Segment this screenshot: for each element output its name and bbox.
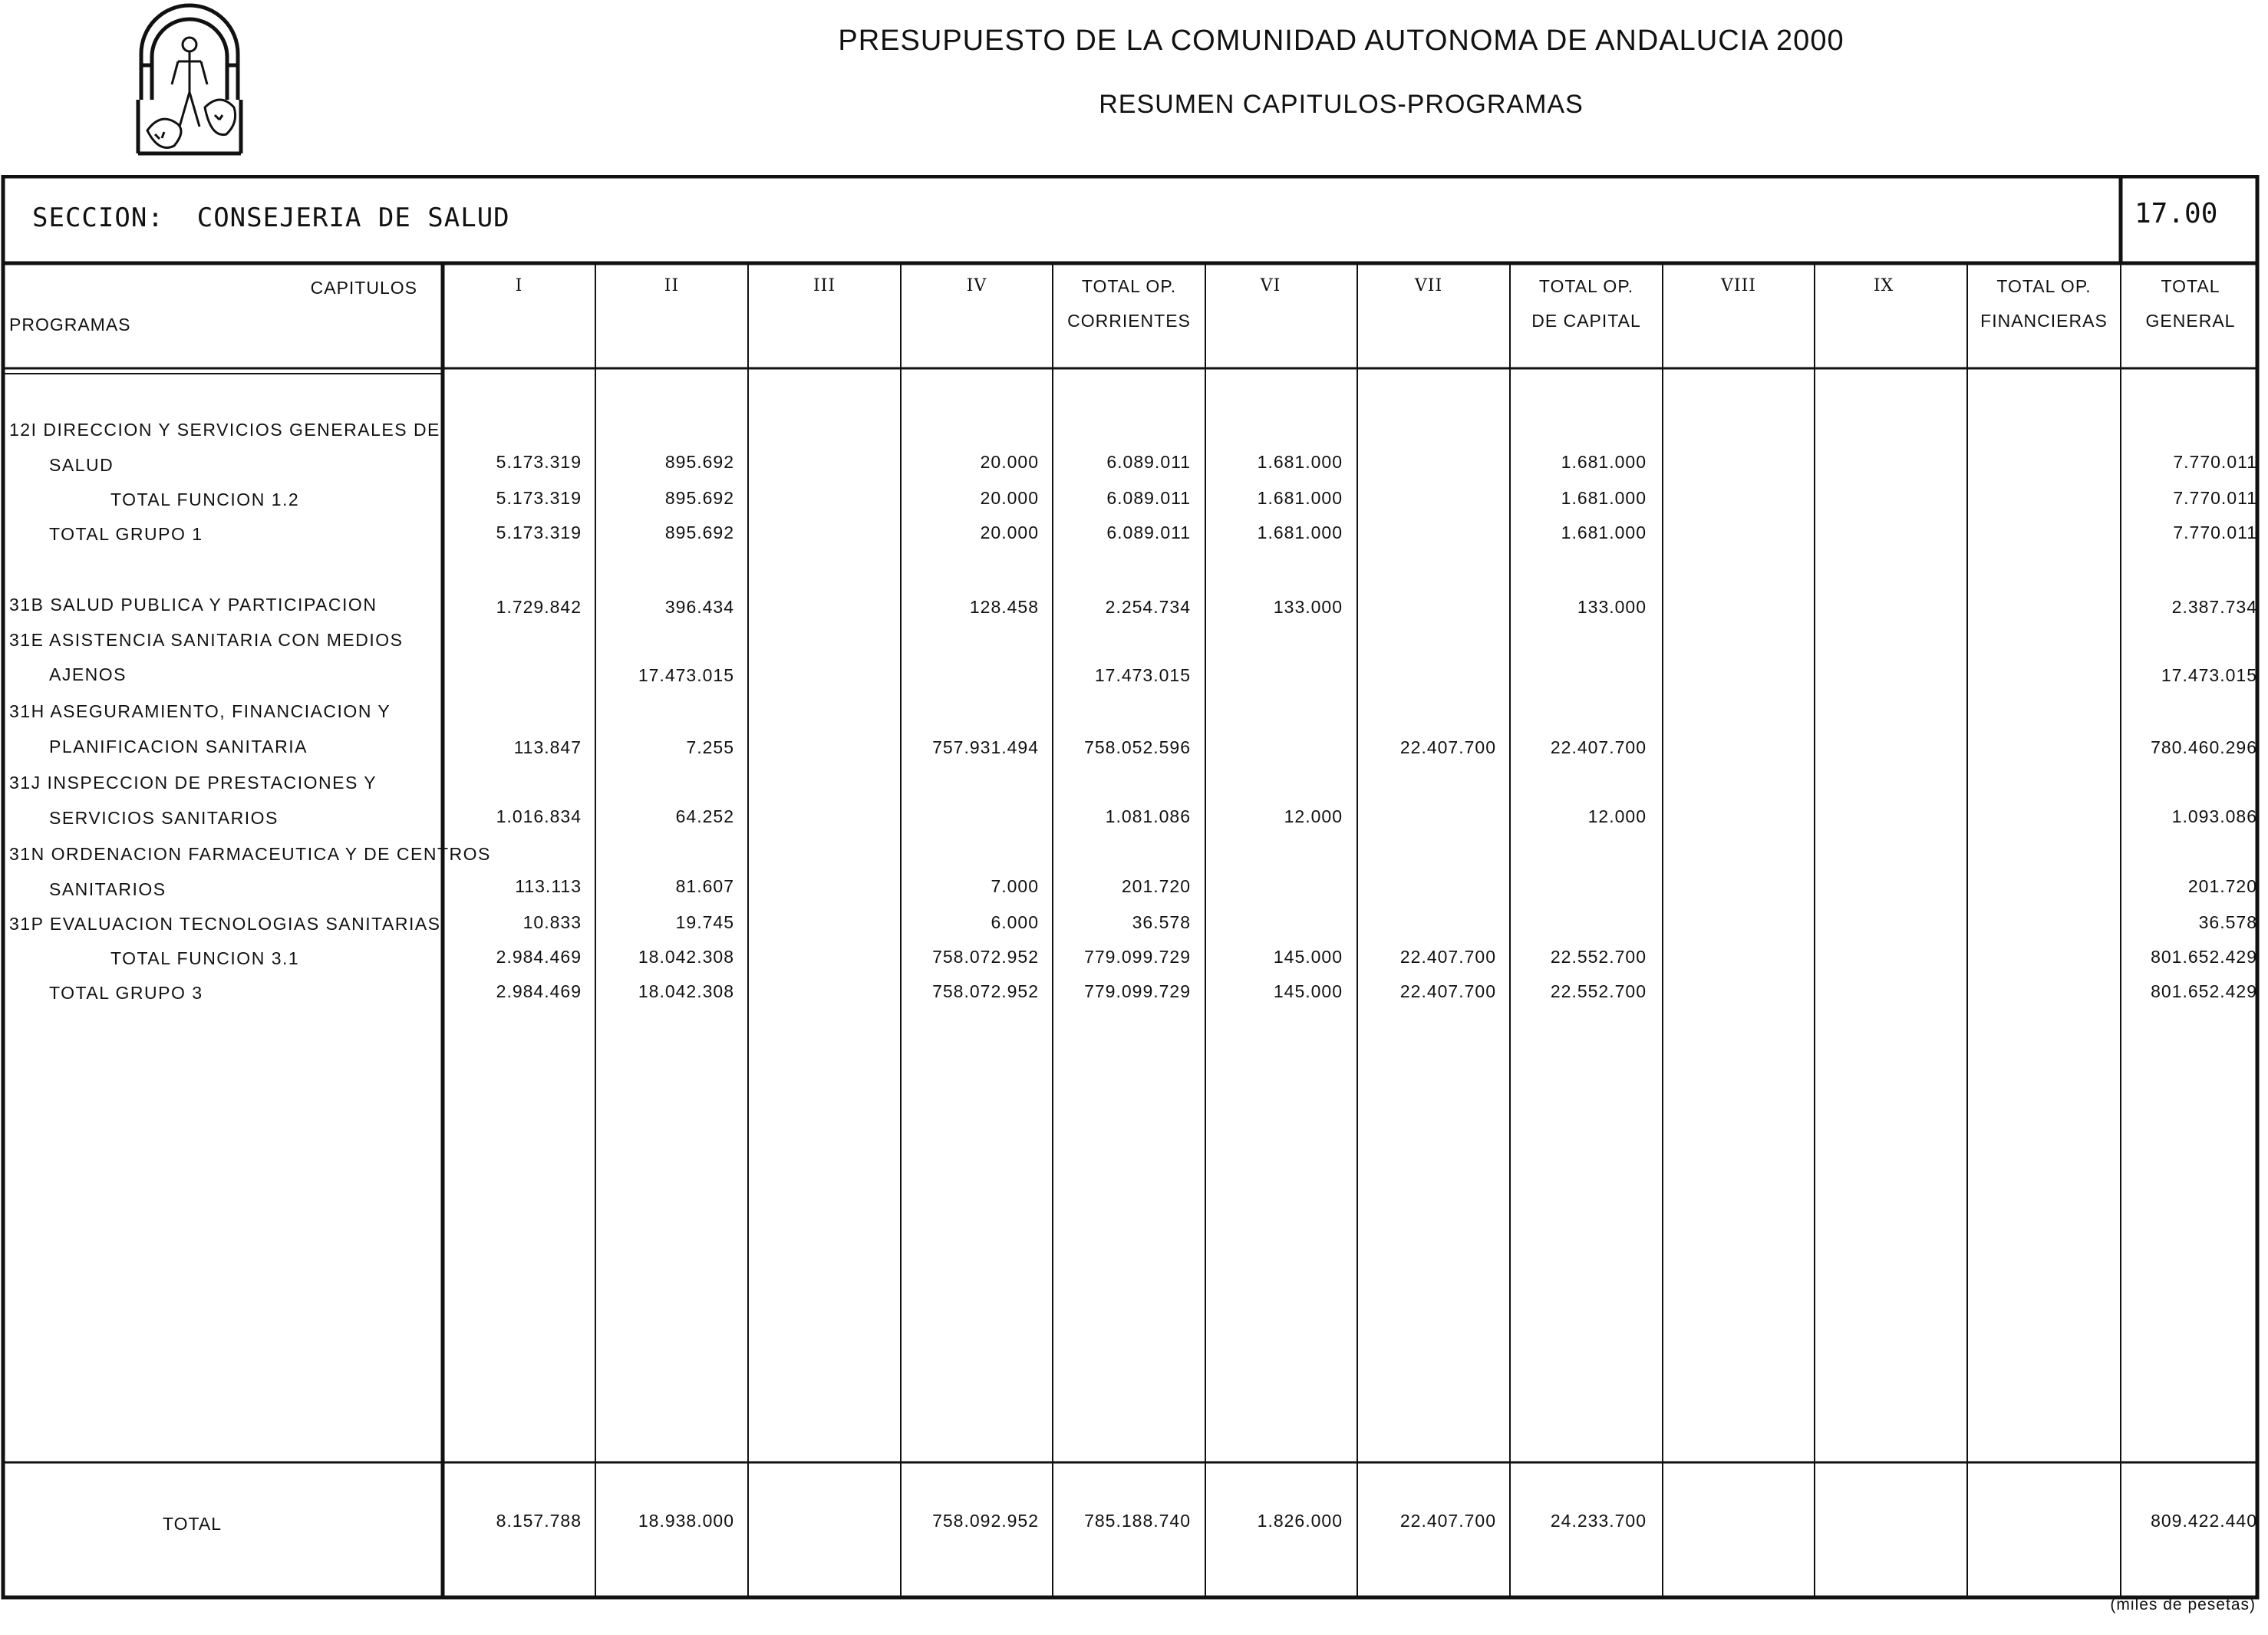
- row-value: 7.770.011: [2173, 488, 2257, 508]
- row-value: 1.681.000: [1257, 522, 1343, 542]
- row-value: 1.681.000: [1561, 522, 1647, 542]
- row-label: 31B SALUD PUBLICA Y PARTICIPACION: [9, 595, 377, 615]
- row-value: 5.173.319: [496, 522, 582, 542]
- row-label: SANITARIOS: [49, 879, 166, 899]
- total-value: 1.826.000: [1257, 1511, 1343, 1531]
- header-col-ix: IX: [1873, 276, 1894, 295]
- seccion-code: 17.00: [2134, 198, 2218, 229]
- document-subtitle: RESUMEN CAPITULOS-PROGRAMAS: [1099, 90, 1584, 119]
- row-value: 22.407.700: [1399, 737, 1496, 757]
- row-value: 18.042.308: [638, 947, 734, 967]
- row-value: 7.255: [686, 737, 734, 757]
- row-value: 758.072.952: [932, 947, 1039, 967]
- header-col-ii: II: [664, 276, 680, 295]
- andalucia-emblem-logo: [132, 0, 247, 157]
- row-value: 113.847: [513, 737, 582, 757]
- header-total-op-financieras-1: TOTAL OP.: [1996, 276, 2092, 296]
- row-value: 5.173.319: [496, 452, 582, 472]
- header-total-op-corrientes-1: TOTAL OP.: [1081, 276, 1177, 296]
- row-value: 801.652.429: [2151, 981, 2257, 1001]
- row-value: 12.000: [1284, 806, 1343, 826]
- document-title: PRESUPUESTO DE LA COMUNIDAD AUTONOMA DE ANDALUCIA 2000: [838, 25, 1844, 57]
- header-total-op-capital-1: TOTAL OP.: [1538, 276, 1634, 296]
- row-value: 20.000: [980, 522, 1039, 542]
- units-note: (miles de pesetas): [2110, 1596, 2256, 1614]
- row-label: 31H ASEGURAMIENTO, FINANCIACION Y: [9, 701, 391, 721]
- row-value: 17.473.015: [2161, 665, 2257, 685]
- row-value: 895.692: [664, 488, 734, 508]
- row-value: 36.578: [2198, 912, 2257, 932]
- row-value: 22.552.700: [1550, 947, 1647, 967]
- row-value: 17.473.015: [638, 665, 734, 685]
- row-value: 895.692: [664, 452, 734, 472]
- row-label: TOTAL FUNCION 1.2: [110, 490, 300, 509]
- row-label: SALUD: [49, 455, 114, 475]
- row-value: 757.931.494: [932, 737, 1039, 757]
- row-value: 1.016.834: [496, 806, 582, 826]
- header-programas: PROGRAMAS: [9, 315, 131, 335]
- header-col-i: I: [515, 276, 523, 295]
- row-label: 31E ASISTENCIA SANITARIA CON MEDIOS: [9, 630, 404, 650]
- row-value: 36.578: [1132, 912, 1191, 932]
- row-value: 1.081.086: [1105, 806, 1191, 826]
- header-total-general-2: GENERAL: [2145, 311, 2236, 331]
- header-col-iv: IV: [966, 276, 987, 295]
- total-value: 8.157.788: [496, 1511, 582, 1531]
- total-value: 24.233.700: [1550, 1511, 1647, 1531]
- row-value: 779.099.729: [1084, 981, 1191, 1001]
- total-value: 18.938.000: [638, 1511, 734, 1531]
- row-value: 801.652.429: [2151, 947, 2257, 967]
- row-label: 31J INSPECCION DE PRESTACIONES Y: [9, 773, 377, 793]
- header-total-general-1: TOTAL: [2161, 276, 2220, 296]
- total-row-label: TOTAL: [163, 1514, 222, 1534]
- total-value: 809.422.440: [2151, 1511, 2257, 1531]
- row-label: 31P EVALUACION TECNOLOGIAS SANITARIAS: [9, 914, 441, 934]
- row-value: 1.729.842: [496, 597, 582, 617]
- row-value: 780.460.296: [2151, 737, 2257, 757]
- row-label: 12I DIRECCION Y SERVICIOS GENERALES DE: [9, 420, 440, 440]
- seccion-heading: [32, 203, 510, 233]
- row-value: 6.000: [991, 912, 1039, 932]
- total-value: 758.092.952: [932, 1511, 1039, 1531]
- row-value: 7.000: [991, 876, 1039, 896]
- row-value: 113.113: [515, 876, 582, 896]
- total-value: 785.188.740: [1084, 1511, 1191, 1531]
- row-value: 1.093.086: [2171, 806, 2257, 826]
- row-value: 10.833: [522, 912, 582, 932]
- row-value: 6.089.011: [1106, 522, 1191, 542]
- row-value: 1.681.000: [1561, 488, 1647, 508]
- row-value: 201.720: [2187, 876, 2257, 896]
- row-value: 18.042.308: [638, 981, 734, 1001]
- row-value: 7.770.011: [2173, 452, 2257, 472]
- header-col-vi: VI: [1260, 276, 1281, 295]
- row-label: SERVICIOS SANITARIOS: [49, 808, 279, 828]
- row-value: 2.984.469: [496, 947, 582, 967]
- row-value: 7.770.011: [2173, 522, 2257, 542]
- row-value: 2.387.734: [2171, 597, 2257, 617]
- row-value: 133.000: [1577, 597, 1647, 617]
- row-value: 5.173.319: [496, 488, 582, 508]
- header-col-viii: VIII: [1721, 276, 1756, 295]
- row-value: 17.473.015: [1094, 665, 1191, 685]
- row-label: TOTAL GRUPO 3: [49, 983, 203, 1003]
- row-label: TOTAL GRUPO 1: [49, 524, 203, 544]
- header-capitulos: CAPITULOS: [310, 278, 417, 298]
- row-value: 133.000: [1273, 597, 1343, 617]
- header-total-op-capital-2: DE CAPITAL: [1531, 311, 1641, 331]
- row-value: 201.720: [1121, 876, 1191, 896]
- row-value: 2.984.469: [496, 981, 582, 1001]
- header-col-vii: VII: [1414, 276, 1443, 295]
- row-value: 22.552.700: [1550, 981, 1647, 1001]
- row-value: 1.681.000: [1257, 488, 1343, 508]
- row-label: AJENOS: [49, 664, 127, 684]
- row-value: 20.000: [980, 452, 1039, 472]
- row-value: 2.254.734: [1105, 597, 1191, 617]
- row-value: 22.407.700: [1399, 947, 1496, 967]
- row-value: 22.407.700: [1550, 737, 1647, 757]
- row-value: 6.089.011: [1106, 452, 1191, 472]
- header-total-op-corrientes-2: CORRIENTES: [1067, 311, 1191, 331]
- row-value: 22.407.700: [1399, 981, 1496, 1001]
- seccion-name: CONSEJERIA DE SALUD: [196, 203, 510, 233]
- row-value: 895.692: [664, 522, 734, 542]
- row-value: 12.000: [1587, 806, 1647, 826]
- row-value: 396.434: [664, 597, 734, 617]
- row-label: 31N ORDENACION FARMACEUTICA Y DE CENTROS: [9, 844, 491, 864]
- total-value: 22.407.700: [1399, 1511, 1496, 1531]
- row-value: 145.000: [1273, 981, 1343, 1001]
- row-value: 1.681.000: [1561, 452, 1647, 472]
- seccion-label: SECCION:: [32, 203, 164, 233]
- row-label: PLANIFICACION SANITARIA: [49, 737, 308, 757]
- row-value: 81.607: [675, 876, 734, 896]
- header-total-op-financieras-2: FINANCIERAS: [1980, 311, 2108, 331]
- row-label: TOTAL FUNCION 3.1: [110, 948, 300, 968]
- row-value: 19.745: [675, 912, 734, 932]
- row-value: 779.099.729: [1084, 947, 1191, 967]
- row-value: 145.000: [1273, 947, 1343, 967]
- row-value: 758.052.596: [1084, 737, 1191, 757]
- row-value: 64.252: [675, 806, 734, 826]
- row-value: 6.089.011: [1106, 488, 1191, 508]
- row-value: 758.072.952: [932, 981, 1039, 1001]
- header-col-iii: III: [813, 276, 836, 295]
- row-value: 128.458: [969, 597, 1039, 617]
- row-value: 20.000: [980, 488, 1039, 508]
- row-value: 1.681.000: [1257, 452, 1343, 472]
